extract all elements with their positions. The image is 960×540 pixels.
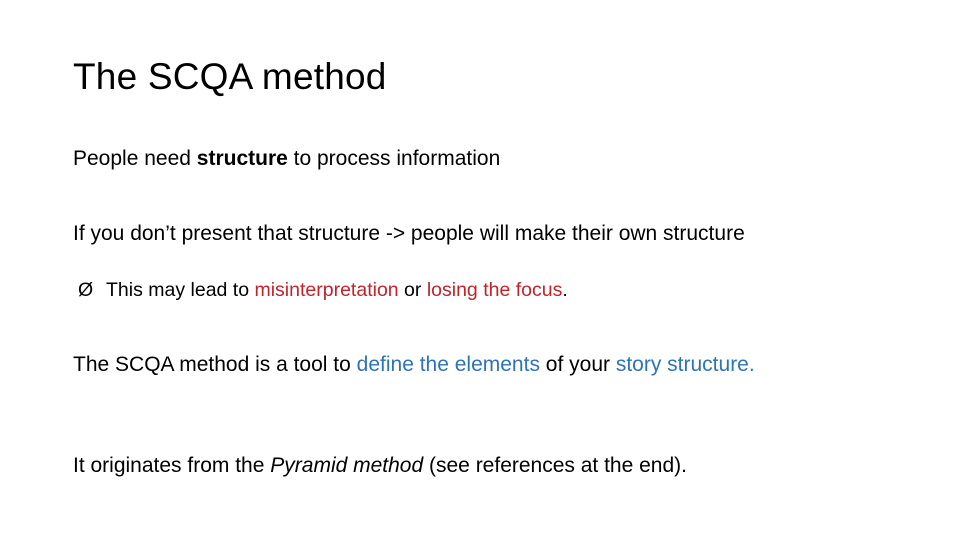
p1-text-after: to process information — [287, 147, 501, 170]
sub-text-after: . — [562, 279, 568, 301]
sub-text-middle: or — [398, 279, 427, 301]
sub-red-losing-focus: losing the focus — [426, 279, 563, 301]
sub-text-before: This may lead to — [106, 279, 255, 301]
p4-text-after: (see references at the end). — [423, 454, 687, 477]
p1-bold-structure: structure — [196, 147, 288, 170]
p3-text-before: The SCQA method is a tool to — [73, 353, 357, 376]
p3-blue-story-structure: story structure. — [615, 353, 755, 376]
paragraph-present-structure: If you don’t present that structure -> people will make their own structure — [73, 222, 745, 245]
p1-text-before: People need — [73, 147, 197, 170]
paragraph-structure-need — [73, 146, 500, 172]
paragraph-origin — [73, 453, 687, 479]
slide-title: The SCQA method — [73, 56, 387, 97]
p3-text-middle: of your — [539, 353, 616, 376]
paragraph-scqa-tool — [73, 352, 833, 378]
p4-italic-pyramid: Pyramid method — [270, 454, 424, 477]
sub-bullet-misinterpretation — [78, 279, 568, 302]
p3-blue-define-elements: define the elements — [356, 353, 540, 376]
sub-red-misinterpretation: misinterpretation — [254, 279, 399, 301]
arrow-bullet-icon: Ø — [78, 279, 94, 301]
p4-text-before: It originates from the — [73, 454, 271, 477]
